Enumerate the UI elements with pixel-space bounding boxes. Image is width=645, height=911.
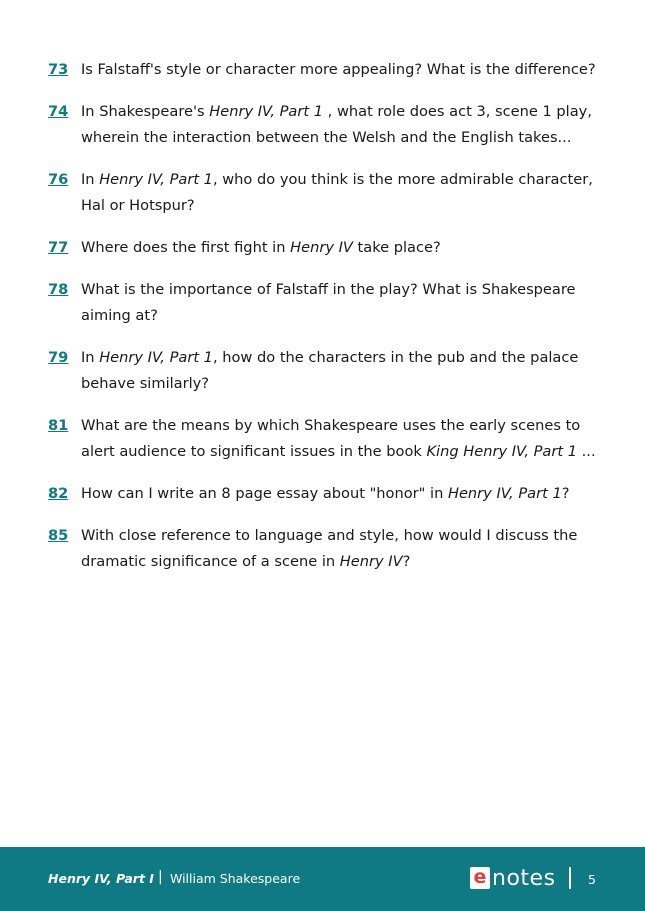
question-number-link[interactable]: 85 <box>48 527 69 544</box>
question-text <box>81 99 608 151</box>
question-list <box>48 57 608 591</box>
question-item <box>48 345 608 397</box>
logo-wordmark: notes <box>492 865 556 891</box>
question-number-link[interactable]: 78 <box>48 281 69 298</box>
question-item <box>48 167 608 219</box>
question-text-segment: In <box>81 171 100 188</box>
footer-author: William Shakespeare <box>170 871 301 886</box>
question-item <box>48 57 608 83</box>
question-number-link[interactable]: 81 <box>48 417 69 434</box>
page-footer <box>0 847 645 911</box>
question-item <box>48 277 608 329</box>
question-text-segment: , how do the characters in the pub and the palace behave similarly? <box>81 349 579 392</box>
question-number-link[interactable]: 77 <box>48 239 69 256</box>
question-text <box>81 277 608 329</box>
question-item <box>48 99 608 151</box>
question-text-segment: In <box>81 349 100 366</box>
logo-e-icon: e <box>470 867 490 889</box>
question-text-segment: What are the means by which Shakespeare uses the early scenes to alert audience to significant issues in the book <box>81 417 581 460</box>
question-text <box>81 481 608 507</box>
work-title: Henry IV <box>339 553 403 570</box>
work-title: King Henry IV, Part 1 <box>426 443 578 460</box>
work-title: Henry IV, Part 1 <box>447 485 562 502</box>
question-number-link[interactable]: 82 <box>48 485 69 502</box>
question-item <box>48 481 608 507</box>
question-text-segment: In Shakespeare's <box>81 103 210 120</box>
question-number-link[interactable]: 79 <box>48 349 69 366</box>
question-text-segment: ? <box>561 485 570 502</box>
question-text-segment: , who do you think is the more admirable character, Hal or Hotspur? <box>81 171 593 214</box>
footer-book-title: Henry IV, Part I <box>48 871 154 886</box>
question-text <box>81 57 608 83</box>
question-item <box>48 523 608 575</box>
question-text-segment: ... <box>577 443 596 460</box>
question-text-segment: How can I write an 8 page essay about "honor" in <box>81 485 448 502</box>
question-text-segment: take place? <box>352 239 441 256</box>
work-title: Henry IV, Part 1 <box>99 171 213 188</box>
question-text <box>81 413 608 465</box>
question-text-segment: What is the importance of Falstaff in the play? What is Shakespeare aiming at? <box>81 281 576 324</box>
question-text <box>81 523 608 575</box>
work-title: Henry IV <box>290 239 353 256</box>
question-number-link[interactable]: 73 <box>48 61 69 78</box>
work-title: Henry IV, Part 1 <box>99 349 213 366</box>
question-text <box>81 167 608 219</box>
question-number-link[interactable]: 74 <box>48 103 69 120</box>
question-text-segment: Where does the first fight in <box>81 239 291 256</box>
work-title: Henry IV, Part 1 <box>209 103 324 120</box>
footer-separator: | <box>158 869 163 885</box>
question-text-segment: Is Falstaff's style or character more appealing? What is the difference? <box>81 61 596 78</box>
question-text-segment: ? <box>402 553 411 570</box>
question-item <box>48 235 608 261</box>
footer-divider <box>569 867 571 889</box>
question-text <box>81 345 608 397</box>
enotes-logo <box>470 865 556 891</box>
page-number: 5 <box>588 872 596 887</box>
question-text-segment: , what role does act 3, scene 1 play, wherein the interaction between the Welsh and the English takes... <box>81 103 592 146</box>
question-text <box>81 235 608 261</box>
question-text-segment: With close reference to language and style, how would I discuss the dramatic significance of a scene in <box>81 527 578 570</box>
question-number-link[interactable]: 76 <box>48 171 69 188</box>
question-item <box>48 413 608 465</box>
